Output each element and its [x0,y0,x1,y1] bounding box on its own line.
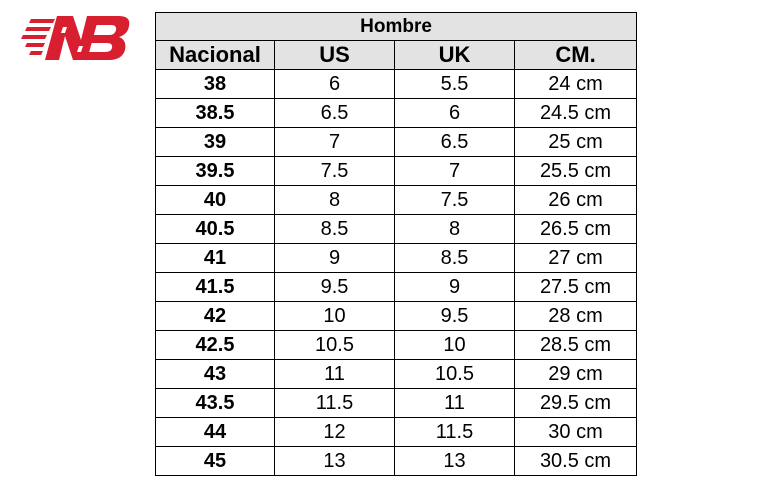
cell-uk: 11.5 [395,418,515,447]
cell-cm: 28 cm [515,302,637,331]
cell-us: 11.5 [275,389,395,418]
cell-cm: 25.5 cm [515,157,637,186]
cell-nacional: 43.5 [156,389,275,418]
cell-us: 7.5 [275,157,395,186]
cell-cm: 26.5 cm [515,215,637,244]
cell-us: 9 [275,244,395,273]
cell-cm: 29.5 cm [515,389,637,418]
cell-us: 10.5 [275,331,395,360]
cell-uk: 7 [395,157,515,186]
cell-cm: 27 cm [515,244,637,273]
cell-cm: 30 cm [515,418,637,447]
cell-uk: 10.5 [395,360,515,389]
cell-nacional: 38 [156,70,275,99]
table-header-row [156,41,637,70]
cell-nacional: 38.5 [156,99,275,128]
cell-nacional: 41 [156,244,275,273]
table-row [156,418,637,447]
cell-uk: 10 [395,331,515,360]
cell-nacional: 39 [156,128,275,157]
cell-us: 12 [275,418,395,447]
cell-us: 8.5 [275,215,395,244]
header-uk: UK [395,41,515,70]
table-title-row [156,13,637,41]
cell-us: 13 [275,447,395,476]
cell-nacional: 42 [156,302,275,331]
header-nacional: Nacional [156,41,275,70]
cell-us: 6 [275,70,395,99]
cell-us: 11 [275,360,395,389]
table-row [156,244,637,273]
cell-uk: 6 [395,99,515,128]
table-row [156,215,637,244]
cell-us: 8 [275,186,395,215]
cell-cm: 28.5 cm [515,331,637,360]
cell-nacional: 43 [156,360,275,389]
cell-cm: 24.5 cm [515,99,637,128]
table-row [156,273,637,302]
cell-uk: 6.5 [395,128,515,157]
table-title: Hombre [156,13,637,41]
cell-cm: 30.5 cm [515,447,637,476]
cell-uk: 9.5 [395,302,515,331]
cell-uk: 9 [395,273,515,302]
size-table [155,12,637,476]
cell-uk: 8 [395,215,515,244]
table-row [156,302,637,331]
header-us: US [275,41,395,70]
table-row [156,157,637,186]
cell-nacional: 42.5 [156,331,275,360]
cell-nacional: 45 [156,447,275,476]
cell-nacional: 40 [156,186,275,215]
table-row [156,447,637,476]
header-cm: CM. [515,41,637,70]
table-row [156,99,637,128]
table-body [156,70,637,476]
cell-cm: 29 cm [515,360,637,389]
cell-uk: 13 [395,447,515,476]
table-row [156,331,637,360]
table-row [156,360,637,389]
cell-nacional: 44 [156,418,275,447]
cell-us: 9.5 [275,273,395,302]
cell-us: 6.5 [275,99,395,128]
cell-nacional: 40.5 [156,215,275,244]
cell-us: 10 [275,302,395,331]
new-balance-logo-icon [21,10,131,64]
table-row [156,70,637,99]
cell-us: 7 [275,128,395,157]
table-row [156,186,637,215]
cell-nacional: 39.5 [156,157,275,186]
cell-uk: 11 [395,389,515,418]
cell-uk: 8.5 [395,244,515,273]
cell-cm: 24 cm [515,70,637,99]
cell-uk: 7.5 [395,186,515,215]
cell-uk: 5.5 [395,70,515,99]
cell-cm: 25 cm [515,128,637,157]
cell-cm: 26 cm [515,186,637,215]
cell-nacional: 41.5 [156,273,275,302]
table-row [156,128,637,157]
table-row [156,389,637,418]
cell-cm: 27.5 cm [515,273,637,302]
